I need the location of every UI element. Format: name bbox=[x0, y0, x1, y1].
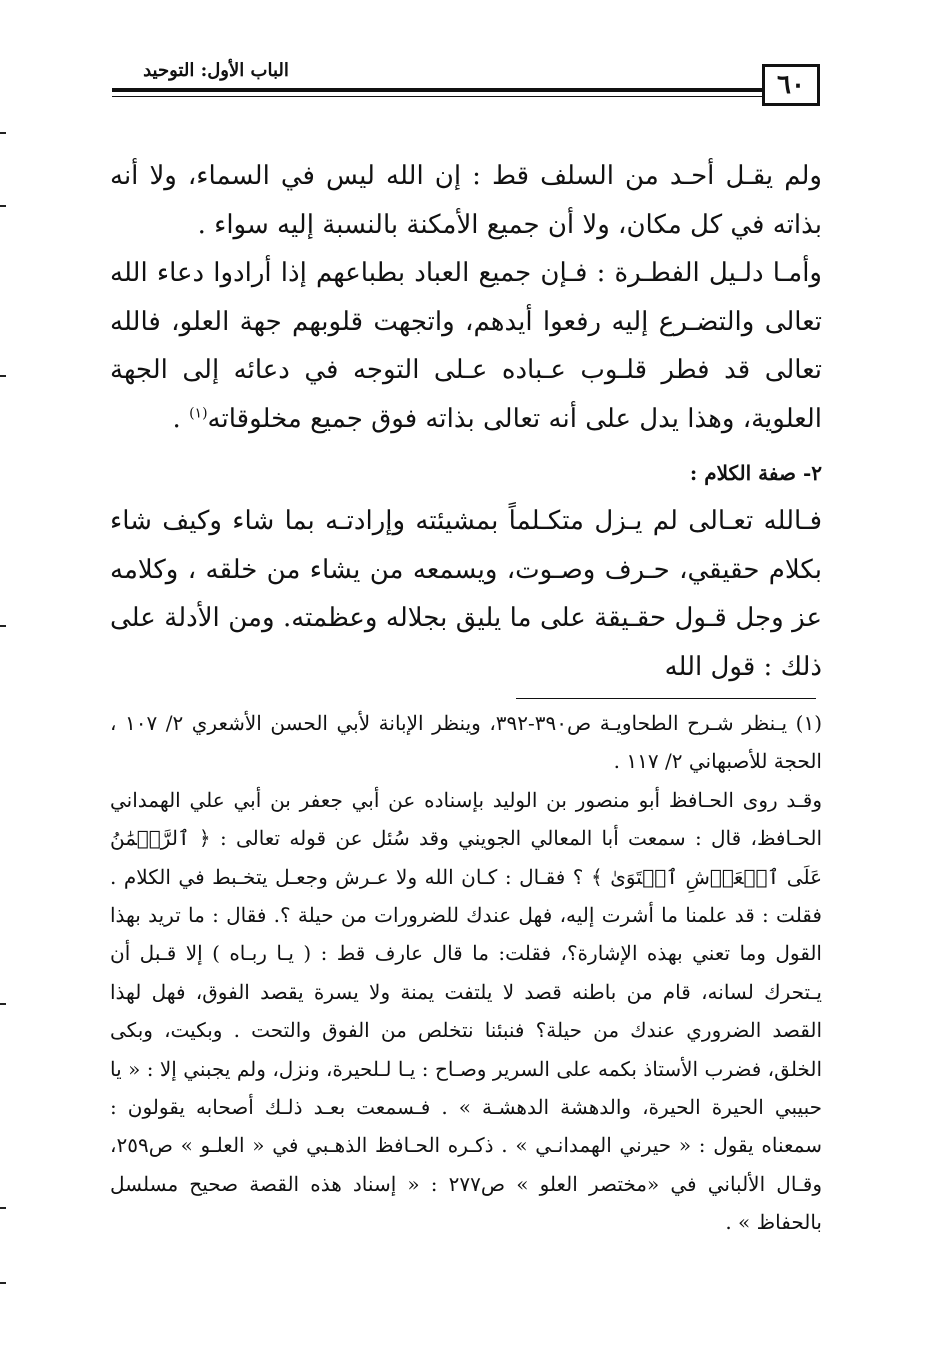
footnote-separator bbox=[516, 698, 816, 699]
header-rule-thick bbox=[112, 88, 762, 92]
main-text bbox=[110, 152, 822, 691]
scan-edge-mark bbox=[0, 1003, 6, 1005]
paragraph-1: ولم يقـل أحـد من السلف قط : إن الله ليس في السماء، ولا أنه بذاته في كل مكان، ولا أن جميع الأمكنة بالنسبة إليه سواء . bbox=[110, 161, 822, 240]
scan-edge-mark bbox=[0, 1282, 6, 1284]
scan-edge-mark bbox=[0, 132, 6, 134]
paragraph-2-end: . bbox=[172, 403, 190, 434]
scan-edge-mark bbox=[0, 625, 6, 627]
footnote-ref: (١) bbox=[189, 404, 208, 421]
paragraph-2-text: وأمـا دلـيل الفطـرة : فـإن جميع العباد بطباعهم إذا أرادوا دعاء الله تعالى والتضـرع إليه رفعوا أيدهم، واتجهت قلوبهم جهة العلو، فالله تعالى قد فطر قلـوب عـباده عـلى التوجه في دعائه إلى الجهة العلوية، وهذا يدل على أنه تعالى بذاته فوق جميع مخلوقاته bbox=[110, 258, 822, 434]
scan-edge-mark bbox=[0, 375, 6, 377]
page-number bbox=[762, 64, 820, 106]
footnotes bbox=[110, 704, 822, 1242]
scan-edge-mark bbox=[0, 205, 6, 207]
header-rule-thin bbox=[112, 96, 762, 97]
footnote-1: (١) يـنظر شـرح الطحاويـة ص٣٩٠-٣٩٢، وينظر الإبانة لأبي الحسن الأشعري ٢/ ١٠٧ ، الحجة للأصبهاني ٢/ ١١٧ . bbox=[110, 711, 822, 774]
running-head: الباب الأول: التوحيد bbox=[143, 60, 289, 81]
paragraph-3: فـالله تعـالى لم يـزل متكـلماً بمشيئته وإرادتـه بما شاء وكيف شاء بكلام حقيقي، حـرف وصـوت، ويسمعه من يشاء من خلقه ، وكلامه عز وجل قـول حقـيقة على ما يليق بجلاله وعظمته. ومن الأدلة على ذلك : قول الله bbox=[110, 506, 822, 682]
page-number-text: ٦٠ bbox=[777, 70, 805, 100]
section-heading: ٢- صفة الكلام : bbox=[689, 461, 822, 485]
footnote-2: وقـد روى الحـافظ أبو منصور بن الوليد بإسناده عن أبي جعفر بن أبي علي الهمداني الحـافظ، قال : سمعت أبا المعالي الجويني وقد سُئل عن قوله تعالى : ﴿ ٱلرَّحۡمَٰنُ عَلَى ٱلۡعَرۡشِ ٱسۡتَوَىٰ ﴾ ؟ فقـال : كـان الله ولا عـرش وجعـل يتخـبط في الكلام . فقلت : قد علمنا ما أشرت إليه، فهل عندك للضرورات من حيلة ؟. فقال : ما تريد بهذا القول وما تعني بهذه الإشارة؟، فقلت: ما قال عارف قط : ( يـا ربـاه ) إلا قـبل أن يـتحرك لسانه، قام من باطنه قصد لا يلتفت يمنة ولا يسرة يقصد الفوق، فهل لهذا القصد الضروري عندك من حيلة؟ فنبئنا نتخلص من الفوق والتحت . وبكيت، وبكى الخلق، فضرب الأستاذ بكمه على السرير وصـاح : يـا لـلحيرة، ونزل، ولم يجبني إلا : « يا حبيبي الحيرة الحيرة، والدهشة الدهشـة » . فـسمعت بعـد ذلـك أصحابه يقولون : سمعناه يقول : « حيرني الهمدانـي » . ذكـره الحـافظ الذهـبي في « العلـو » ص٢٥٩، وقـال الألباني في «مختصر العلو » ص٢٧٧ : « إسناد هذه القصة صحيح مسلسل بالحفاظ » . bbox=[110, 787, 822, 1235]
paragraph-2 bbox=[110, 249, 822, 443]
scan-edge-mark bbox=[0, 1207, 6, 1209]
